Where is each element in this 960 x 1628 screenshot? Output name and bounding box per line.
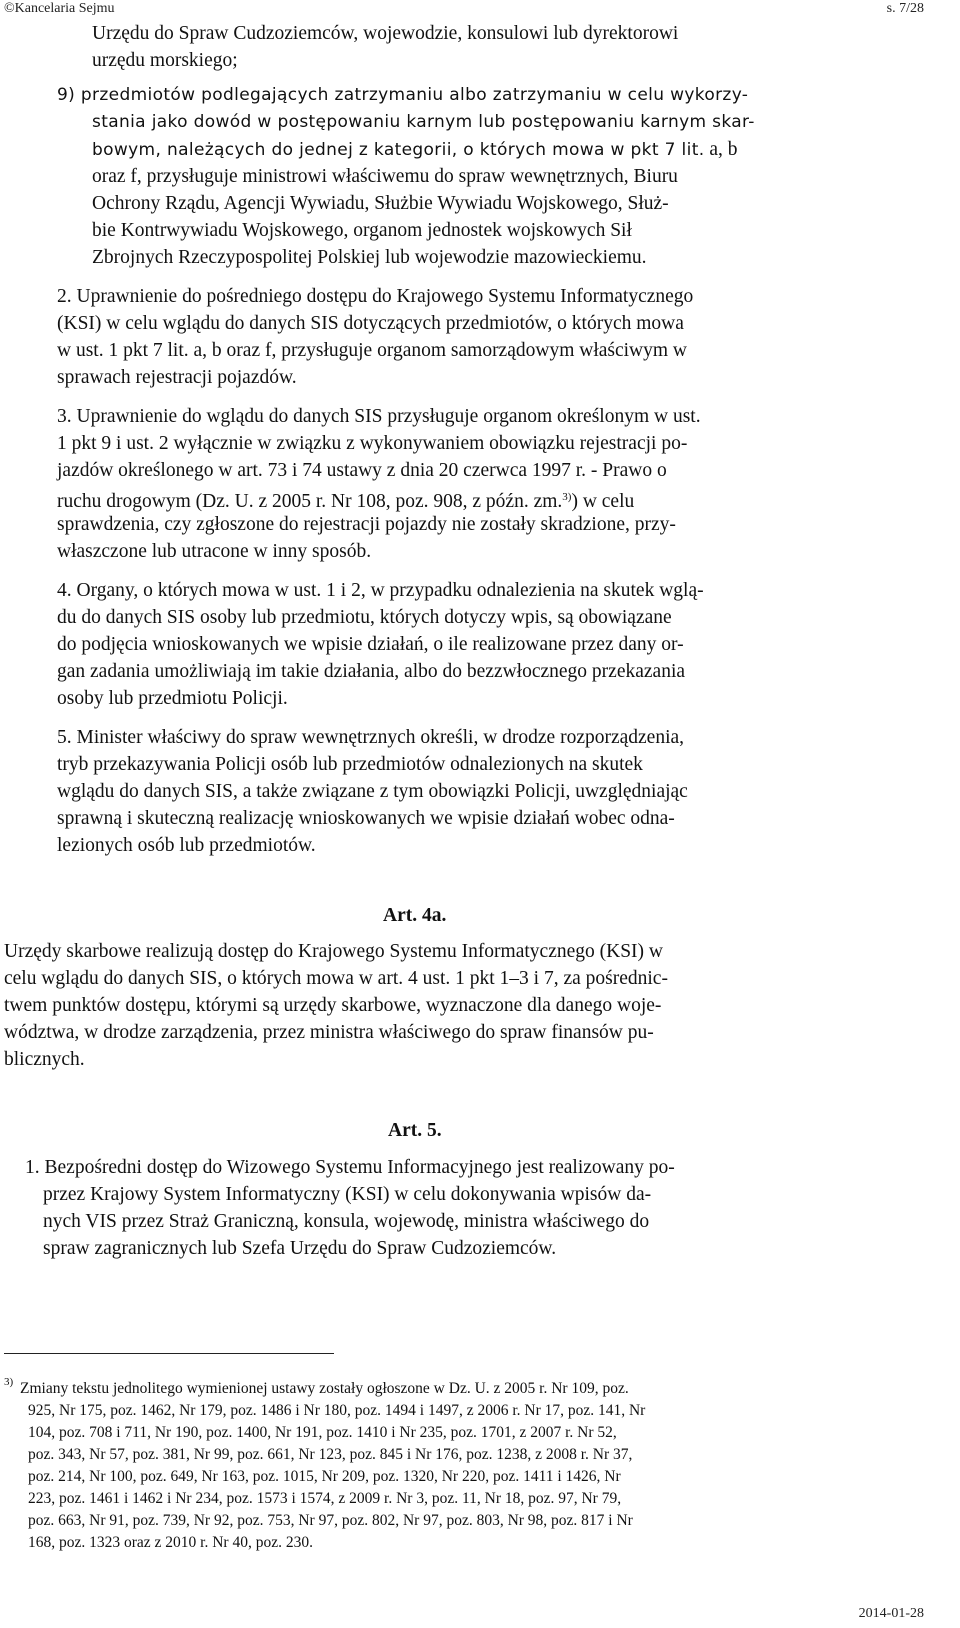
text-line: (KSI) w celu wglądu do danych SIS dotyczących przedmiotów, o których mowa (57, 313, 684, 334)
text-line: 3. Uprawnienie do wglądu do danych SIS przysługuje organom określonym w ust. (57, 406, 701, 427)
text-line: osoby lub przedmiotu Policji. (57, 688, 288, 709)
text-line: 1 pkt 9 i ust. 2 wyłącznie w związku z wykonywaniem obowiązku rejestracji po- (57, 433, 688, 454)
footnote-line: 223, poz. 1461 i 1462 i Nr 234, poz. 1573 i 1574, z 2009 r. Nr 3, poz. 11, Nr 18, poz. 97, Nr 79, (28, 1490, 622, 1507)
footnote-reference: 3) (562, 491, 572, 503)
text-line: lezionych osób lub przedmiotów. (57, 835, 316, 856)
header-source: ©Kancelaria Sejmu (4, 1, 115, 16)
footer-date: 2014-01-28 (858, 1606, 924, 1621)
footnote-separator (4, 1353, 334, 1354)
text-line: Urzędu do Spraw Cudzoziemców, wojewodzie, konsulowi lub dyrektorowi (92, 23, 679, 44)
text-line: urzędu morskiego; (92, 50, 238, 71)
text-line: du do danych SIS osoby lub przedmiotu, których dotyczy wpis, są obowiązane (57, 607, 672, 628)
text-line (92, 136, 738, 164)
article-title: Art. 5. (388, 1120, 442, 1141)
text-line: jazdów określonego w art. 73 i 74 ustawy z dnia 20 czerwca 1997 r. - Prawo o (57, 460, 667, 481)
text-line: 9) przedmiotów podlegających zatrzymaniu albo zatrzymaniu w celu wykorzy- (57, 85, 749, 105)
header-page-number: s. 7/28 (886, 1, 924, 16)
text-line: nych VIS przez Straż Graniczną, konsula, wojewodę, ministra właściwego do (43, 1211, 650, 1232)
text-line: właszczone lub utracone w inny sposób. (57, 541, 372, 562)
footnote-line: 104, poz. 708 i 711, Nr 190, poz. 1400, Nr 191, poz. 1410 i Nr 235, poz. 1701, z 2007 r. Nr 52, (28, 1424, 617, 1441)
footnote-line: Zmiany tekstu jednolitego wymienionej ustawy zostały ogłoszone w Dz. U. z 2005 r. Nr 109, poz. (20, 1380, 629, 1397)
text-line: 2. Uprawnienie do pośredniego dostępu do Krajowego Systemu Informatycznego (57, 286, 694, 307)
article-title: Art. 4a. (383, 905, 447, 926)
text-line: Zbrojnych Rzeczypospolitej Polskiej lub wojewodzie mazowieckiemu. (92, 247, 647, 268)
text-line: Urzędy skarbowe realizują dostęp do Krajowego Systemu Informatycznego (KSI) w (4, 941, 664, 962)
text-line: wództwa, w drodze zarządzenia, przez ministra właściwego do spraw finansów pu- (4, 1022, 654, 1043)
footnote-line: poz. 663, Nr 91, poz. 739, Nr 92, poz. 753, Nr 97, poz. 802, Nr 97, poz. 803, Nr 98, poz. 817 i Nr (28, 1512, 633, 1529)
text-line: blicznych. (4, 1049, 85, 1070)
footnote-line: 168, poz. 1323 oraz z 2010 r. Nr 40, poz. 230. (28, 1534, 313, 1551)
text-line: spraw zagranicznych lub Szefa Urzędu do Spraw Cudzoziemców. (43, 1238, 557, 1259)
text-line: bie Kontrwywiadu Wojskowego, organom jednostek wojskowych Sił (92, 220, 632, 241)
text-line: celu wglądu do danych SIS, o których mowa w art. 4 ust. 1 pkt 1–3 i 7, za pośrednic- (4, 968, 668, 989)
text-line: gan zadania umożliwiają im takie działania, albo do bezzwłocznego przekazania (57, 661, 686, 682)
text-line: wglądu do danych SIS, a także związane z tym obowiązki Policji, uwzględniając (57, 781, 688, 802)
text-line: 4. Organy, o których mowa w ust. 1 i 2, w przypadku odnalezienia na skutek wglą- (57, 580, 704, 601)
text-run: ruchu drogowym (Dz. U. z 2005 r. Nr 108, poz. 908, z późn. zm. (57, 491, 563, 512)
footnote-mark: 3) (4, 1376, 14, 1388)
text-line: oraz f, przysługuje ministrowi właściwemu do spraw wewnętrznych, Biuru (92, 166, 678, 187)
text-line: 1. Bezpośredni dostęp do Wizowego Systemu Informacyjnego jest realizowany po- (25, 1157, 675, 1178)
text-line: przez Krajowy System Informatyczny (KSI) w celu dokonywania wpisów da- (43, 1184, 652, 1205)
text-run: bowym, należących do jednej z kategorii, o których mowa w pkt 7 lit. (92, 140, 705, 160)
text-line: Ochrony Rządu, Agencji Wywiadu, Służbie Wywiadu Wojskowego, Służ- (92, 193, 669, 214)
text-line: stania jako dowód w postępowaniu karnym lub postępowaniu karnym skar- (92, 112, 755, 132)
text-line: twem punktów dostępu, którymi są urzędy skarbowe, wyznaczone dla danego woje- (4, 995, 662, 1016)
footnote-line: 925, Nr 175, poz. 1462, Nr 179, poz. 1486 i Nr 180, poz. 1494 i 1497, z 2006 r. Nr 17, poz. 141, Nr (28, 1402, 646, 1419)
text-run: a, b (704, 139, 738, 160)
text-line: tryb przekazywania Policji osób lub przedmiotów odnalezionych na skutek (57, 754, 643, 775)
text-line: do podjęcia wnioskowanych we wpisie działań, o ile realizowane przez dany or- (57, 634, 684, 655)
footnote-line: poz. 214, Nr 100, poz. 649, Nr 163, poz. 1015, Nr 209, poz. 1320, Nr 220, poz. 1411 i 1426, Nr (28, 1468, 621, 1485)
footnote-line: poz. 343, Nr 57, poz. 381, Nr 99, poz. 661, Nr 123, poz. 845 i Nr 176, poz. 1238, z 2008 r. Nr 37, (28, 1446, 633, 1463)
text-line: 5. Minister właściwy do spraw wewnętrznych określi, w drodze rozporządzenia, (57, 727, 685, 748)
text-line: sprawach rejestracji pojazdów. (57, 367, 297, 388)
text-line: sprawdzenia, czy zgłoszone do rejestracji pojazdy nie zostały skradzione, przy- (57, 514, 676, 535)
text-line: sprawną i skuteczną realizację wnioskowanych we wpisie działań wobec odna- (57, 808, 675, 829)
text-line: w ust. 1 pkt 7 lit. a, b oraz f, przysługuje organom samorządowym właściwym w (57, 340, 688, 361)
text-run: ) w celu (571, 491, 635, 512)
